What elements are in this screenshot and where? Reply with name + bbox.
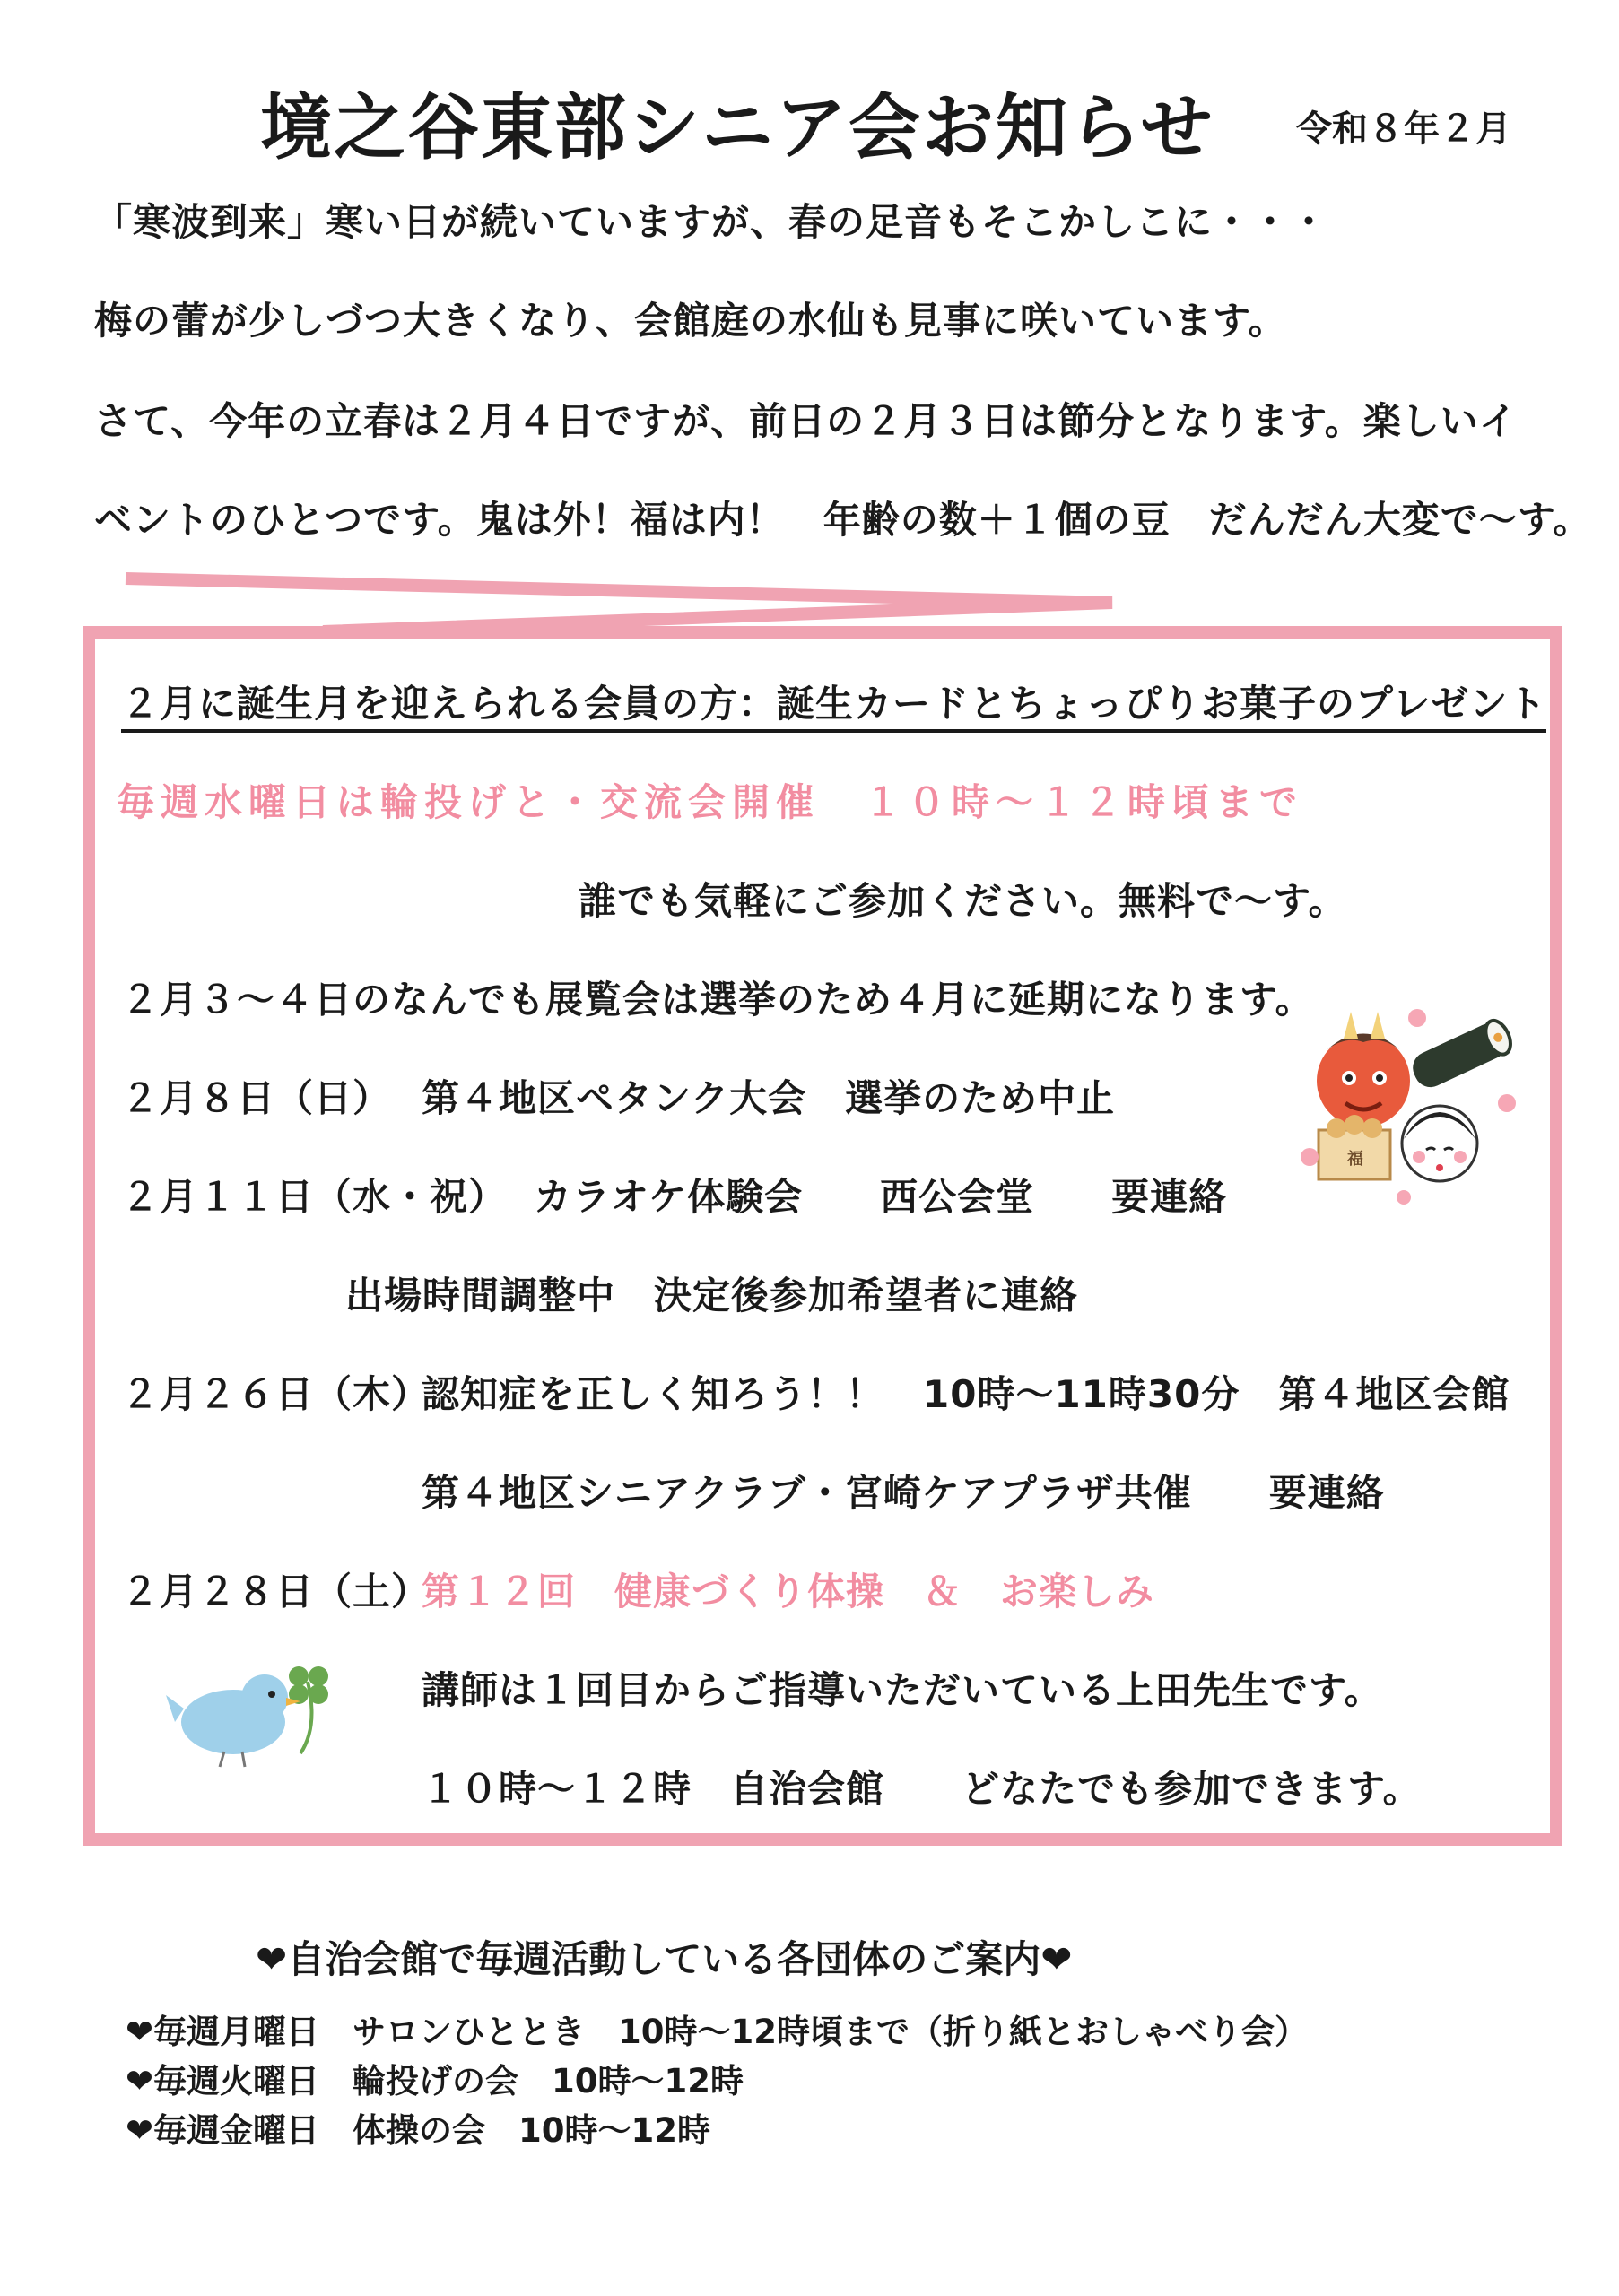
masu-label: 福 xyxy=(1347,1150,1363,1169)
event-text: 第１２回 健康づくり体操 ＆ お楽しみ xyxy=(422,1570,1155,1613)
weekly-notice: 毎週水曜日は輪投げと・交流会開催 １０時～１２時頃まで xyxy=(117,780,1304,824)
event-text: 出場時間調整中 決定後参加希望者に連絡 xyxy=(345,1274,1079,1318)
issue-date: 令和８年２月 xyxy=(1296,109,1511,150)
event-text: 認知症を正しく知ろう！！ 10時～11時30分 第４地区会館 xyxy=(422,1372,1510,1416)
birthday-notice: ２月に誕生月を迎えられる会員の方：誕生カードとちょっぴりお菓子のプレゼント xyxy=(121,674,1546,728)
event-text: カラオケ体験会 西公会堂 要連絡 xyxy=(534,1175,1228,1219)
page-title: 境之谷東部シニア会お知らせ xyxy=(260,86,1214,170)
event-date: ２月１１日（水・祝） xyxy=(121,1175,508,1219)
weekly-note: 誰でも気軽にご参加ください。無料で～す。 xyxy=(579,879,1347,923)
footer-heading: ❤自治会館で毎週活動している各団体のご案内❤ xyxy=(256,1937,1073,1981)
event-text: 第４地区シニアクラブ・宮崎ケアプラザ共催 要連絡 xyxy=(422,1471,1385,1515)
intro-line-3: さて、今年の立春は２月４日ですが、前日の２月３日は節分となります。楽しいイ xyxy=(94,399,1518,443)
footer-item: ❤毎週金曜日 体操の会 10時～12時 xyxy=(126,2111,710,2150)
footer-item: ❤毎週月曜日 サロンひととき 10時～12時頃まで（折り紙とおしゃべり会） xyxy=(126,2013,1308,2051)
intro-line-1: 「寒波到来」寒い日が続いていますが、春の足音もそこかしこに・・・ xyxy=(94,200,1329,244)
intro-line-2: 梅の蕾が少しづつ大きくなり、会館庭の水仙も見事に咲いています。 xyxy=(94,299,1287,343)
bird-illustration xyxy=(166,1646,354,1771)
event-text: 第４地区ペタンク大会 選挙のため中止 xyxy=(422,1076,1116,1120)
event-text: １０時～１２時 自治会館 どなたでも参加できます。 xyxy=(422,1767,1422,1811)
footer-item: ❤毎週火曜日 輪投げの会 10時～12時 xyxy=(126,2062,744,2100)
event-date: ２月８日（日） xyxy=(121,1076,392,1120)
event-date: ２月２８日（土） xyxy=(121,1570,431,1613)
zigzag-decoration xyxy=(0,0,1619,646)
event-date: ２月２６日（木） xyxy=(121,1372,431,1416)
setsubun-illustration xyxy=(1292,996,1525,1211)
intro-line-4: ベントのひとつです。鬼は外！福は内！ 年齢の数＋１個の豆 だんだん大変で～す。 xyxy=(94,498,1592,542)
event-text: 講師は１回目からご指導いただいている上田先生です。 xyxy=(422,1668,1383,1712)
exhibition-notice: ２月３～４日のなんでも展覧会は選挙のため４月に延期になります。 xyxy=(121,978,1314,1022)
